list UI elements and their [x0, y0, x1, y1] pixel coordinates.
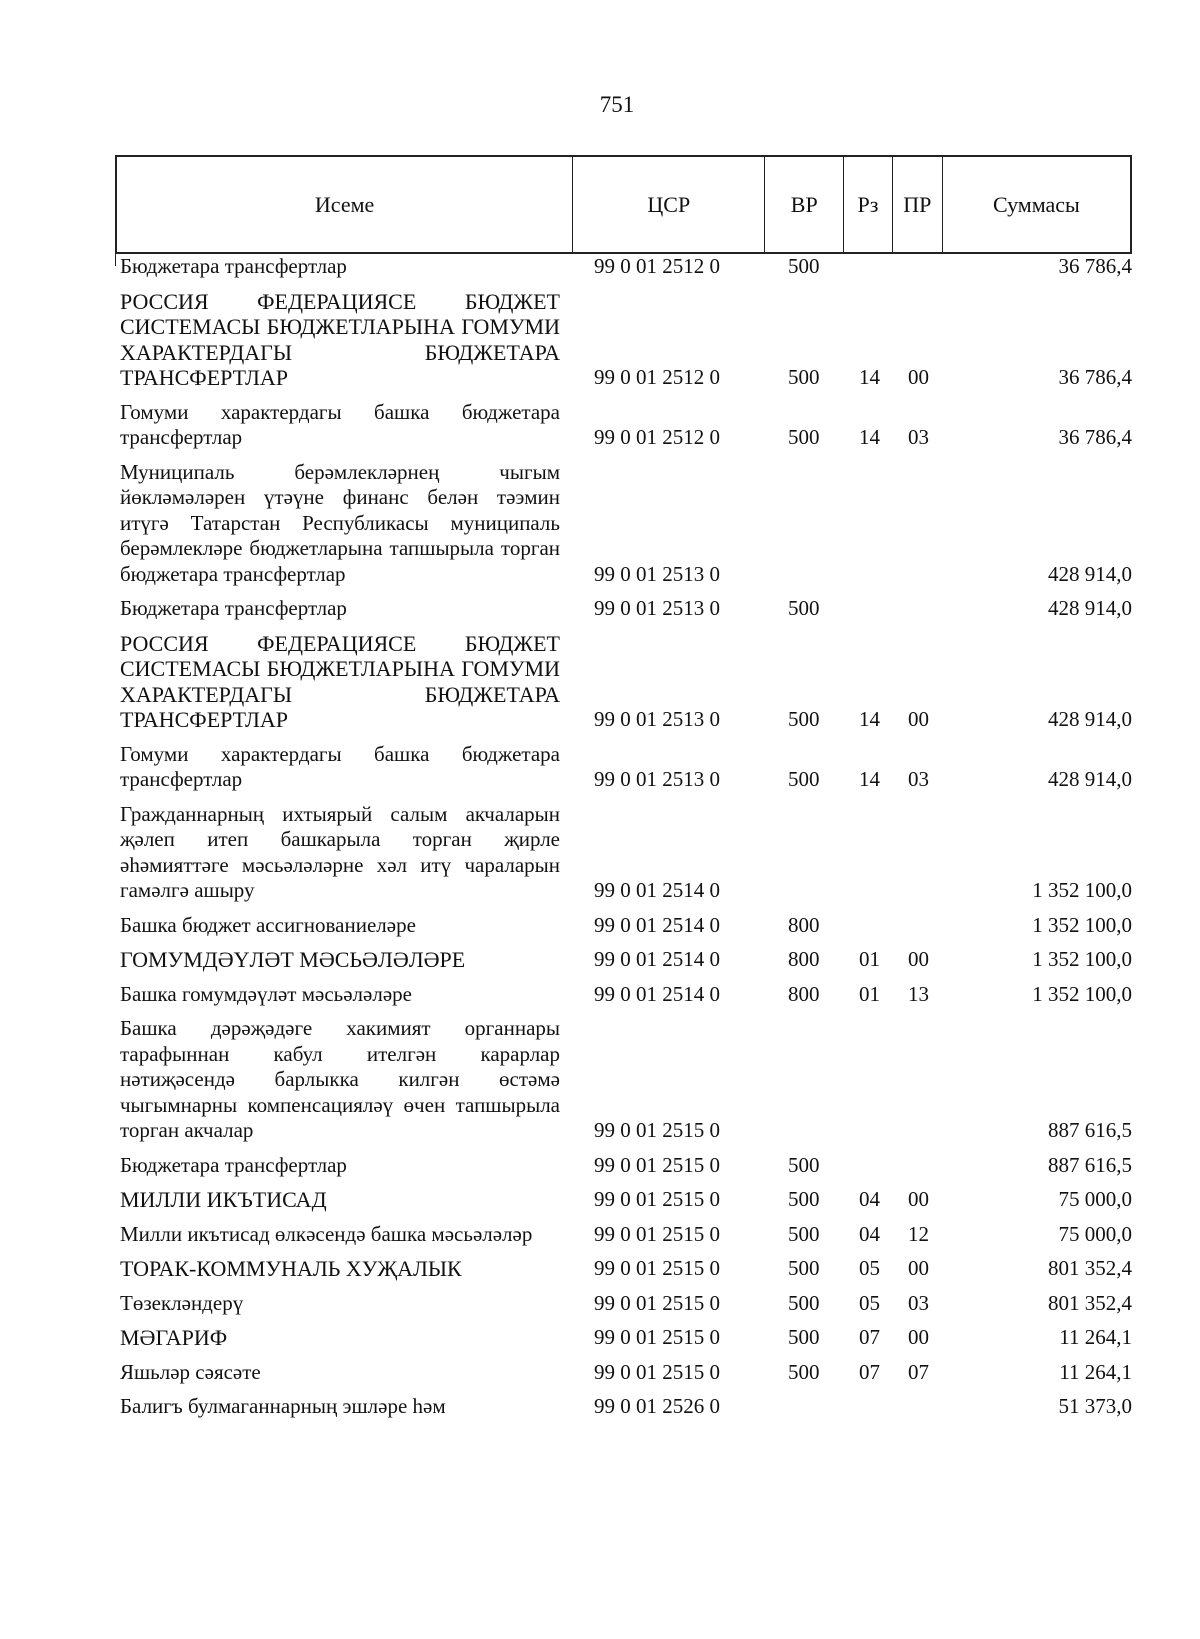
- row-name: Башка дәрәҗәдәге хакимият органнары тарафыннан кабул ителгән карарлар нәтиҗәсендә барлыкка килгән өстәмә чыгымнарны компенсацияләү өчен тапшырыла торган акчалар: [120, 1016, 560, 1142]
- row-vr: 500: [788, 1221, 820, 1246]
- table-row: [120, 1016, 1132, 1144]
- row-pr: 00: [908, 947, 929, 971]
- row-rz: 07: [859, 1359, 880, 1384]
- row-csr: 99 0 01 2513 0: [594, 561, 720, 586]
- row-rz: 01: [859, 947, 880, 971]
- row-csr: 99 0 01 2512 0: [594, 365, 720, 389]
- row-csr: 99 0 01 2514 0: [594, 878, 720, 902]
- row-vr: 500: [788, 1359, 820, 1384]
- row-rz: 04: [859, 1221, 880, 1246]
- row-sum: 428 914,0: [1048, 561, 1132, 586]
- row-name: МӘГАРИФ: [120, 1325, 228, 1350]
- row-rz: 14: [859, 707, 880, 731]
- row-pr: 13: [908, 981, 929, 1006]
- row-vr: 500: [788, 596, 820, 620]
- row-sum: 36 786,4: [1058, 254, 1132, 278]
- header-sum: Суммасы: [992, 191, 1080, 217]
- row-csr: 99 0 01 2515 0: [594, 1290, 720, 1315]
- row-name: ГОМУМДӘҮЛӘТ МӘСЬӘЛӘЛӘРЕ: [120, 947, 466, 972]
- row-name: Гомуми характердагы башка бюджетара трансфертлар: [120, 399, 560, 449]
- row-vr: 500: [788, 1325, 820, 1349]
- table-row: [120, 1394, 1132, 1420]
- row-sum: 11 264,1: [1059, 1325, 1132, 1349]
- row-csr: 99 0 01 2512 0: [594, 254, 720, 278]
- row-rz: 07: [859, 1325, 880, 1349]
- row-pr: 00: [908, 1256, 929, 1280]
- row-csr: 99 0 01 2515 0: [594, 1152, 720, 1177]
- row-name: Төзекләндерү: [120, 1290, 244, 1315]
- table-row: [120, 596, 1132, 622]
- table-header: [115, 155, 1132, 254]
- row-rz: 14: [859, 365, 880, 389]
- table-left-border: [115, 254, 116, 266]
- table-row: [120, 742, 1132, 793]
- row-csr: 99 0 01 2513 0: [594, 707, 720, 731]
- table-row: [120, 982, 1132, 1008]
- table-row: [120, 631, 1132, 733]
- row-sum: 51 373,0: [1058, 1394, 1132, 1418]
- row-pr: 03: [908, 425, 929, 449]
- row-sum: 1 352 100,0: [1032, 981, 1132, 1006]
- row-vr: 800: [788, 947, 820, 971]
- header-csr: ЦСР: [573, 157, 765, 252]
- row-csr: 99 0 01 2512 0: [594, 425, 720, 449]
- header-pr: ПР: [893, 157, 943, 252]
- header-vr: ВР: [765, 157, 844, 252]
- row-sum: 1 352 100,0: [1032, 912, 1132, 937]
- row-name: Бюджетара трансфертлар: [120, 596, 347, 620]
- row-name: Бюджетара трансфертлар: [120, 254, 347, 278]
- table-row: [120, 1360, 1132, 1386]
- row-sum: 1 352 100,0: [1032, 878, 1132, 902]
- row-name: РОССИЯ ФЕДЕРАЦИЯСЕ БЮДЖЕТ СИСТЕМАСЫ БЮДЖЕТЛАРЫНА ГОМУМИ ХАРАКТЕРДАГЫ БЮДЖЕТАРА ТРАНСФЕРТЛАР: [120, 630, 560, 732]
- row-sum: 801 352,4: [1048, 1290, 1132, 1315]
- row-sum: 75 000,0: [1058, 1187, 1132, 1211]
- row-csr: 99 0 01 2515 0: [594, 1256, 720, 1280]
- row-name: ТОРАК-КОММУНАЛЬ ХУҖАЛЫК: [120, 1256, 462, 1281]
- row-vr: 500: [788, 767, 820, 791]
- row-sum: 11 264,1: [1059, 1359, 1132, 1384]
- row-name: РОССИЯ ФЕДЕРАЦИЯСЕ БЮДЖЕТ СИСТЕМАСЫ БЮДЖЕТЛАРЫНА ГОМУМИ ХАРАКТЕРДАГЫ БЮДЖЕТАРА ТРАНСФЕРТЛАР: [120, 288, 560, 390]
- row-vr: 500: [788, 707, 820, 731]
- row-name: МИЛЛИ ИКЪТИСАД: [120, 1187, 327, 1212]
- row-pr: 12: [908, 1221, 929, 1246]
- header-rz: Рз: [844, 157, 893, 252]
- table-row: [120, 1222, 1132, 1248]
- table-row: [120, 913, 1132, 939]
- row-csr: 99 0 01 2515 0: [594, 1221, 720, 1246]
- table-body: [120, 254, 1132, 1429]
- row-csr: 99 0 01 2513 0: [594, 596, 720, 620]
- row-pr: 00: [908, 1325, 929, 1349]
- row-csr: 99 0 01 2514 0: [594, 947, 720, 971]
- row-rz: 01: [859, 981, 880, 1006]
- row-csr: 99 0 01 2515 0: [594, 1359, 720, 1384]
- row-vr: 500: [788, 1152, 820, 1177]
- row-name: Башка гомумдәүләт мәсьәләләре: [120, 981, 412, 1006]
- row-rz: 14: [859, 767, 880, 791]
- row-rz: 05: [859, 1256, 880, 1280]
- row-vr: 500: [788, 254, 820, 278]
- row-vr: 500: [788, 1256, 820, 1280]
- row-csr: 99 0 01 2515 0: [594, 1187, 720, 1211]
- header-name: Исеме: [117, 157, 573, 252]
- row-name: Гражданнарның ихтыярый салым акчаларын җәлеп итеп башкарыла торган җирле әһәмияттәге мәсьәләләрне хәл итү чараларын гамәлгә ашыру: [120, 801, 560, 902]
- row-sum: 428 914,0: [1048, 596, 1132, 620]
- row-rz: 14: [859, 425, 880, 449]
- row-sum: 801 352,4: [1048, 1256, 1132, 1280]
- row-csr: 99 0 01 2526 0: [594, 1394, 720, 1418]
- table-row: [120, 1325, 1132, 1351]
- row-pr: 00: [908, 1187, 929, 1211]
- row-name: Гомуми характердагы башка бюджетара трансфертлар: [120, 741, 560, 791]
- row-vr: 800: [788, 912, 820, 937]
- row-vr: 500: [788, 365, 820, 389]
- table-row: [120, 947, 1132, 973]
- row-sum: 1 352 100,0: [1032, 947, 1132, 971]
- row-csr: 99 0 01 2515 0: [594, 1325, 720, 1349]
- row-pr: 03: [908, 767, 929, 791]
- table-row: [120, 460, 1132, 588]
- row-name: Милли икътисад өлкәсендә башка мәсьәләләр: [120, 1221, 533, 1246]
- row-sum: 36 786,4: [1058, 425, 1132, 449]
- row-sum: 428 914,0: [1048, 767, 1132, 791]
- table-row: [120, 1256, 1132, 1282]
- row-sum: 75 000,0: [1058, 1221, 1132, 1246]
- table-row: [120, 289, 1132, 391]
- row-vr: 500: [788, 1290, 820, 1315]
- row-csr: 99 0 01 2515 0: [594, 1118, 720, 1142]
- table-row: [120, 254, 1132, 280]
- row-csr: 99 0 01 2514 0: [594, 912, 720, 937]
- row-pr: 03: [908, 1290, 929, 1315]
- table-row: [120, 1153, 1132, 1179]
- row-name: Бюджетара трансфертлар: [120, 1152, 347, 1177]
- row-name: Балигъ булмаганнарның эшләре һәм: [120, 1394, 446, 1418]
- row-sum: 36 786,4: [1058, 365, 1132, 389]
- row-vr: 800: [788, 981, 820, 1006]
- row-sum: 887 616,5: [1048, 1152, 1132, 1177]
- row-csr: 99 0 01 2514 0: [594, 981, 720, 1006]
- row-vr: 500: [788, 425, 820, 449]
- row-name: Башка бюджет ассигнованиеләре: [120, 912, 416, 937]
- row-vr: 500: [788, 1187, 820, 1211]
- row-pr: 00: [908, 365, 929, 389]
- row-sum: 428 914,0: [1048, 707, 1132, 731]
- row-pr: 07: [908, 1359, 929, 1384]
- row-rz: 05: [859, 1290, 880, 1315]
- row-pr: 00: [908, 707, 929, 731]
- row-rz: 04: [859, 1187, 880, 1211]
- row-csr: 99 0 01 2513 0: [594, 767, 720, 791]
- table-row: [120, 1187, 1132, 1213]
- row-name: Яшьләр сәясәте: [120, 1359, 261, 1384]
- table-row: [120, 1291, 1132, 1317]
- row-name: Муниципаль берәмлекләрнең чыгым йөкләмәләрен үтәүне финанс белән тәэмин итүгә Татарстан Республикасы муниципаль берәмлекләре бюджетларына тапшырыла торган бюджетара трансфертлар: [120, 459, 560, 586]
- table-row: [120, 400, 1132, 451]
- row-sum: 887 616,5: [1048, 1118, 1132, 1142]
- table-row: [120, 802, 1132, 904]
- page-number: 751: [599, 92, 635, 117]
